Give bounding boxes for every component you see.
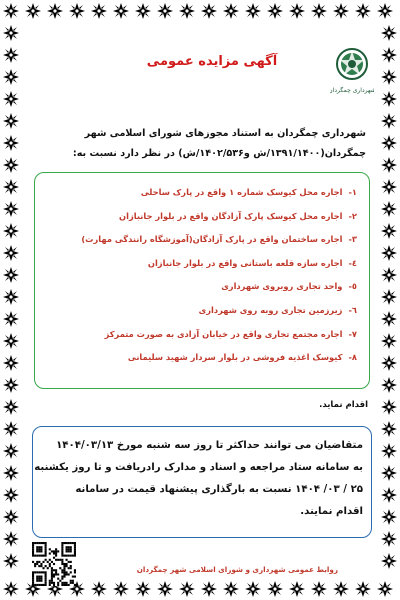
- notice-line: ۲۵ / ۰۳/ ۱۴۰۴ نسبت به بارگذاری پیشنهاد قیمت در سامانه: [75, 484, 363, 495]
- list-item: ۸-کیوسک اغذیه فروشی در بلوار سردار شهید سلیمانی: [127, 352, 357, 363]
- intro-line: شهرداری چمگردان به استناد مجوزهای شورای اسلامی شهر: [84, 128, 366, 139]
- qr-code-icon[interactable]: [32, 542, 76, 586]
- list-item: ۳-اجاره ساختمان واقع در پارک آزادگان(آموزشگاه رانندگی مهارت): [81, 234, 357, 245]
- list-item: ۲-اجاره محل کیوسک پارک آزادگان واقع در بلوار جانبازان: [119, 210, 357, 221]
- emblem-icon: [330, 44, 374, 98]
- list-item: ٥-واحد تجاری روبروی شهرداری: [221, 281, 357, 292]
- list-item: ٤-اجاره سازه قلعه باستانی واقع در بلوار جانبازان: [147, 257, 357, 268]
- deadline-notice-text: [34, 435, 363, 523]
- notice-line: اقدام نمایند.: [300, 506, 363, 517]
- deadline-notice-box: [32, 426, 372, 538]
- auction-items-list: [43, 181, 357, 370]
- intro-text: [32, 124, 366, 164]
- list-item: ۱-اجاره محل کیوسک شماره ۱ واقع در پارک ساحلی: [140, 187, 357, 197]
- footer-credit: روابط عمومی شهرداری و شورای اسلامی شهر چمگردان: [136, 565, 338, 574]
- municipality-logo: [330, 44, 374, 98]
- intro-line: چمگردان(۱۳۹۱/۱۴۰۰/ش و۱۴۰۲/۵۳۶/ش) در نظر دارد نسبت به:: [72, 148, 366, 159]
- auction-items-box: [34, 172, 370, 389]
- logo-caption: شهرداری چمگردان: [330, 87, 374, 94]
- notice-line: متقاضیان می توانند حداکثر تا روز سه شنبه مورخ ۱۴۰۴/۰۳/۱۳: [56, 440, 363, 451]
- action-note: اقدام نماید.: [319, 400, 368, 410]
- page-title: آگهی مزایده عمومی: [146, 54, 278, 69]
- list-item: ٦-زیرزمین تجاری روبه روی شهرداری: [198, 304, 357, 315]
- notice-line: به سامانه ستاد مراجعه و اسناد و مدارک رادریافت و تا روز یکشنبه: [34, 462, 363, 473]
- list-item: ۷-اجاره مجتمع تجاری واقع در خیابان آزادی به صورت متمرکز: [104, 328, 357, 339]
- content-area: [22, 22, 378, 578]
